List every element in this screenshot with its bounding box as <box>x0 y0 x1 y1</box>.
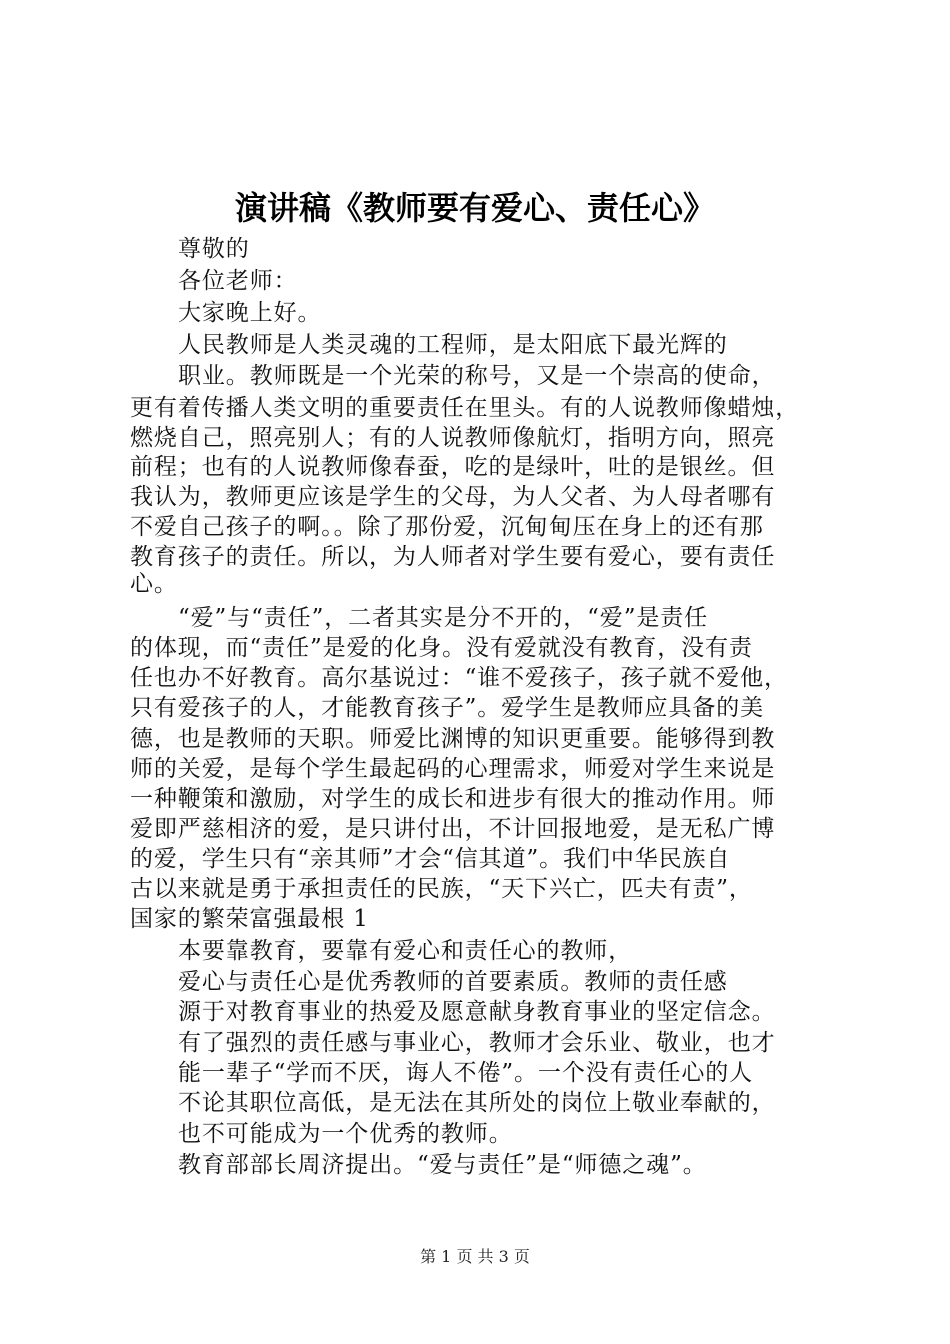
text-line: 一种鞭策和激励，对学生的成长和进步有很大的推动作用。师 <box>130 786 776 812</box>
text-line: 燃烧自己，照亮别人；有的人说教师像航灯，指明方向，照亮 <box>130 425 776 451</box>
text-line: 本要靠教育，要靠有爱心和责任心的教师， <box>178 938 633 964</box>
text-line: 我认为，教师更应该是学生的父母，为人父者、为人母者哪有 <box>130 484 776 510</box>
text-line: 不论其职位高低，是无法在其所处的岗位上敬业奉献的， <box>178 1090 776 1116</box>
text-line: 也不可能成为一个优秀的教师。 <box>178 1121 513 1147</box>
text-line: 爱即严慈相济的爱，是只讲付出，不计回报地爱，是无私广博 <box>130 816 776 842</box>
text-line: 前程；也有的人说教师像春蚕，吃的是绿叶，吐的是银丝。但 <box>130 454 776 480</box>
text-line: 任也办不好教育。高尔基说过：“谁不爱孩子，孩子就不爱他， <box>130 665 788 691</box>
text-line: 爱心与责任心是优秀教师的首要素质。教师的责任感 <box>178 969 728 995</box>
text-line: 心。 <box>130 571 178 597</box>
document-title: 演讲稿《教师要有爱心、责任心》 <box>234 189 715 227</box>
text-line: 尊敬的 <box>178 236 250 262</box>
text-line: 能一辈子“学而不厌，诲人不倦”。一个没有责任心的人 <box>178 1060 754 1086</box>
text-line: “爱”与“责任”，二者其实是分不开的，“爱”是责任 <box>178 605 709 631</box>
text-line: 教育孩子的责任。所以，为人师者对学生要有爱心，要有责任 <box>130 544 776 570</box>
text-line: 只有爱孩子的人，才能教育孩子”。爱学生是教师应具备的美 <box>130 695 765 721</box>
text-line: 更有着传播人类文明的重要责任在里头。有的人说教师像蜡烛， <box>130 395 800 421</box>
page-footer: 第 1 页 共 3 页 <box>420 1247 530 1266</box>
text-line: 国家的繁荣富强最根 1 <box>130 906 369 932</box>
text-line: 源于对教育事业的热爱及愿意献身教育事业的坚定信念。 <box>178 999 776 1025</box>
text-line: 教育部部长周济提出。“爱与责任”是“师德之魂”。 <box>178 1152 707 1178</box>
text-line: 德，也是教师的天职。师爱比渊博的知识更重要。能够得到教 <box>130 726 776 752</box>
text-line: 的爱，学生只有“亲其师”才会“信其道”。我们中华民族自 <box>130 846 731 872</box>
text-line: 有了强烈的责任感与事业心，教师才会乐业、敬业，也才 <box>178 1030 776 1056</box>
text-line: 各位老师： <box>178 268 298 294</box>
text-line: 的体现，而“责任”是爱的化身。没有爱就没有教育，没有责 <box>130 635 753 661</box>
text-line: 大家晚上好。 <box>178 300 322 326</box>
text-line: 古以来就是勇于承担责任的民族，“天下兴亡，匹夫有责”， <box>130 876 753 902</box>
text-line: 不爱自己孩子的啊。。除了那份爱，沉甸甸压在身上的还有那 <box>130 514 764 540</box>
text-line: 职业。教师既是一个光荣的称号，又是一个崇高的使命， <box>178 363 776 389</box>
text-line: 人民教师是人类灵魂的工程师，是太阳底下最光辉的 <box>178 332 728 358</box>
text-line: 师的关爱，是每个学生最起码的心理需求，师爱对学生来说是 <box>130 756 776 782</box>
